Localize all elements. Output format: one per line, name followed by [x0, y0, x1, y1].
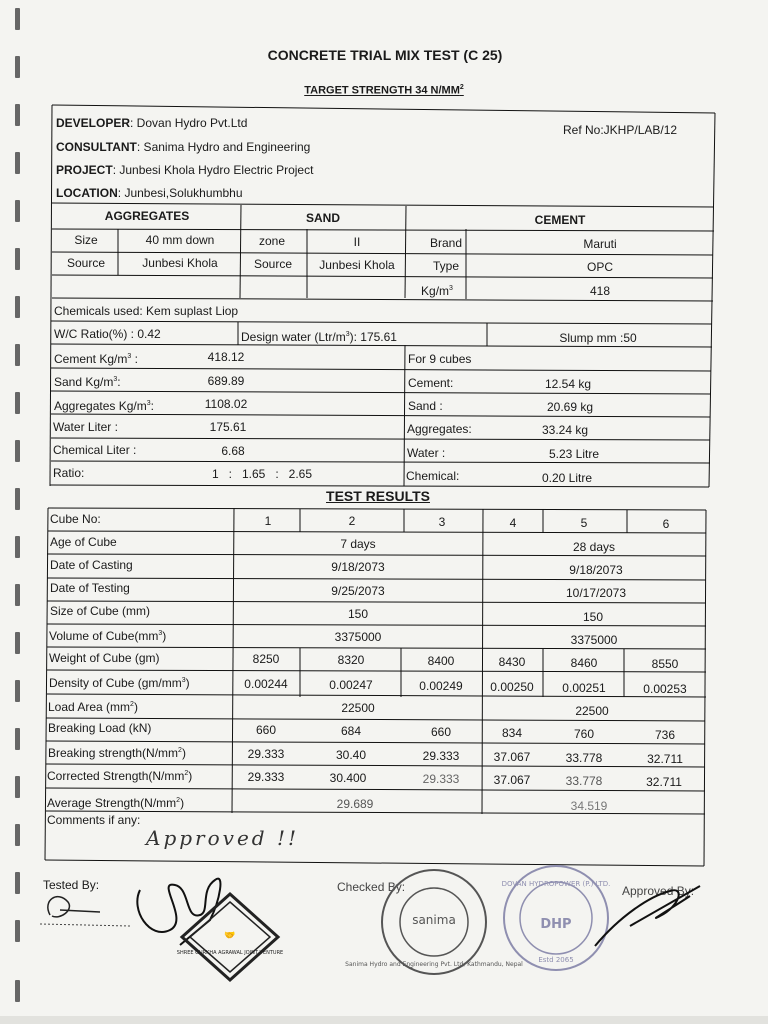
chemical-row-value: 6.68: [221, 444, 245, 458]
testing-7: 9/25/2073: [331, 584, 385, 598]
age-7: 7 days: [340, 537, 376, 551]
sand-kg-row-value: 689.89: [207, 374, 245, 388]
sand-9-value: 20.69 kg: [546, 400, 594, 414]
svg-text:sanima: sanima: [412, 913, 456, 927]
cube-no-label: Cube No:: [50, 512, 101, 526]
casting-7: 9/18/2073: [331, 560, 385, 574]
weight-label: Weight of Cube (gm): [49, 651, 160, 665]
cube-number: 6: [662, 517, 670, 531]
aggregates-header: AGGREGATES: [104, 209, 190, 223]
breaking-strength-value: 29.333: [247, 747, 285, 761]
sand-source-value: Junbesi Khola: [319, 258, 395, 272]
developer-line: DEVELOPER: Dovan Hydro Pvt.Ltd: [56, 116, 248, 130]
cement-brand-label: Brand: [429, 236, 463, 250]
density-value: 0.00249: [419, 679, 463, 693]
agg-source-label: Source: [66, 256, 106, 270]
breaking-strength-value: 32.711: [647, 752, 683, 766]
ratio-label: Ratio:: [53, 466, 85, 480]
comments-label: Comments if any:: [47, 813, 141, 827]
corrected-strength-value: 37.067: [493, 773, 531, 787]
breaking-load-value: 660: [430, 725, 452, 739]
slump: Slump mm :50: [559, 331, 637, 345]
agg-size-value: 40 mm down: [145, 233, 215, 247]
wc-ratio: W/C Ratio(%) : 0.42: [54, 327, 161, 341]
breaking-strength-label: Breaking $strength(N/mm^2)$: [48, 746, 186, 760]
cement-kg-row-value: 418.12: [207, 350, 245, 364]
cement-kg-value: 418: [589, 284, 611, 298]
water-row-value: 175.61: [209, 420, 247, 434]
volume-label: Volume of $Cube(mm^3)$: [49, 629, 167, 643]
approved-handwriting: Approved !!: [146, 826, 300, 850]
agg-source-value: Junbesi Khola: [142, 256, 218, 270]
weight-value: 8400: [427, 654, 455, 668]
weight-value: 8550: [651, 657, 679, 671]
cement-type-label: Type: [432, 259, 460, 273]
water-9-value: 5.23 Litre: [548, 447, 600, 461]
breaking-load-value: 760: [573, 727, 595, 741]
casting-label: Date of Casting: [50, 558, 133, 572]
weight-value: 8460: [570, 656, 598, 670]
svg-text:DHP: DHP: [540, 917, 572, 932]
aggregates-kg-row-label: Aggregates $Kg/m^3$:: [54, 399, 154, 413]
location-line: LOCATION: Junbesi,Solukhumbhu: [56, 186, 243, 200]
breaking-load-value: 736: [654, 728, 676, 742]
density-label: Density of Cube $(gm/mm^3)$: [49, 676, 190, 690]
corrected-strength-label: Corrected $Strength(N/mm^2)$: [47, 769, 193, 783]
target-strength: TARGET STRENGTH 34 $N/MM^2$: [304, 84, 464, 97]
size-label: Size of Cube (mm): [50, 604, 151, 618]
sand-zone-label: zone: [258, 234, 286, 248]
load-area-28: 22500: [575, 704, 609, 718]
aggregates-9-value: 33.24 kg: [541, 423, 589, 437]
average-7: 29.689: [336, 797, 374, 811]
ref-number: Ref No:JKHP/LAB/12: [563, 123, 678, 137]
approver-signature: [590, 876, 710, 956]
breaking-strength-value: 37.067: [493, 750, 531, 764]
water-row-label: Water Liter :: [53, 420, 118, 434]
ratio-value: 1 : 1.65 : 2.65: [211, 467, 313, 481]
volume-28: 3375000: [570, 633, 618, 647]
water-9-label: Water :: [407, 446, 446, 460]
size-7: 150: [347, 607, 369, 621]
size-28: 150: [582, 610, 604, 624]
for-cubes: For 9 cubes: [408, 352, 472, 366]
breaking-load-value: 660: [255, 723, 277, 737]
svg-text:DOVAN HYDROPOWER (P.) LTD.: DOVAN HYDROPOWER (P.) LTD.: [501, 880, 611, 888]
cement-header: CEMENT: [534, 213, 586, 227]
approved-by-label: Approved By:: [622, 884, 695, 898]
tested-by-label: Tested By:: [43, 878, 100, 892]
cement-9-label: Cement:: [408, 376, 454, 390]
density-value: 0.00247: [329, 678, 373, 692]
chemical-row-label: Chemical Liter :: [53, 443, 137, 457]
corrected-strength-value: 30.400: [329, 771, 367, 785]
breaking-strength-value: 30.40: [335, 748, 367, 762]
consultant-line: CONSULTANT: Sanima Hydro and Engineering: [56, 140, 311, 154]
cement-type-value: OPC: [586, 260, 614, 274]
density-value: 0.00244: [244, 677, 288, 691]
cube-number: 4: [509, 516, 517, 530]
design-water: Design water $(Ltr/m^3)$: 175.61: [241, 330, 397, 344]
cement-brand-value: Maruti: [583, 237, 617, 251]
sand-kg-row-label: Sand $Kg/m^3$:: [54, 375, 121, 389]
sand-zone-value: II: [353, 235, 361, 249]
corrected-strength-value: 29.333: [247, 770, 285, 784]
load-area-7: 22500: [341, 701, 375, 715]
cube-number: 1: [264, 514, 272, 528]
cement-9-value: 12.54 kg: [544, 377, 592, 391]
density-value: 0.00250: [490, 680, 534, 694]
density-value: 0.00253: [643, 682, 687, 696]
weight-value: 8430: [498, 655, 526, 669]
cube-number: 5: [580, 516, 588, 530]
svg-text:Sanima Hydro and Engineering P: Sanima Hydro and Engineering Pvt. Ltd, Kathmandu, Nepal: [345, 961, 523, 968]
corrected-strength-value: 32.711: [646, 775, 682, 789]
test-results-title: TEST RESULTS: [326, 488, 430, 504]
svg-text:SHREE GURKHA AGRAWAL JOINT VEN: SHREE GURKHA AGRAWAL JOINT VENTURE: [176, 950, 284, 956]
page-bottom-edge: [0, 1016, 768, 1024]
age-28: 28 days: [572, 540, 616, 554]
age-label: Age of Cube: [50, 535, 117, 549]
project-line: PROJECT: Junbesi Khola Hydro Electric Project: [56, 163, 314, 177]
chemical-9-value: 0.20 Litre: [541, 471, 593, 485]
aggregates-9-label: Aggregates:: [407, 422, 472, 436]
svg-text:Estd 2065: Estd 2065: [538, 956, 574, 964]
sand-source-label: Source: [253, 257, 293, 271]
chemicals-used: Chemicals used: Kem suplast Liop: [54, 304, 239, 318]
sand-9-label: Sand :: [408, 399, 443, 413]
breaking-strength-value: 29.333: [422, 749, 460, 763]
cement-kg-label: $Kg/m^3$: [421, 284, 453, 298]
volume-7: 3375000: [334, 630, 382, 644]
weight-value: 8320: [337, 653, 365, 667]
corrected-strength-value: 29.333: [422, 772, 460, 786]
average-28: 34.519: [570, 799, 608, 813]
density-value: 0.00251: [562, 681, 606, 695]
weight-value: 8250: [252, 652, 280, 666]
breaking-load-value: 834: [501, 726, 523, 740]
checked-by-label: Checked By:: [337, 880, 406, 894]
average-strength-label: Average $Strength(N/mm^2)$: [47, 796, 185, 810]
chemical-9-label: Chemical:: [406, 469, 460, 483]
testing-label: Date of Testing: [50, 581, 130, 595]
cube-number: 3: [438, 515, 446, 529]
cement-kg-row-label: Cement $Kg/m^3$ :: [54, 352, 138, 366]
joint-venture-stamp: [176, 892, 284, 982]
sand-header: SAND: [305, 211, 341, 225]
breaking-load-label: Breaking Load (kN): [48, 721, 152, 735]
breaking-strength-value: 33.778: [565, 751, 603, 765]
casting-28: 9/18/2073: [569, 563, 623, 577]
svg-text:🤝: 🤝: [224, 931, 236, 941]
breaking-load-value: 684: [340, 724, 362, 738]
cube-number: 2: [348, 514, 356, 528]
load-area-label: Load Area $(mm^2)$: [48, 700, 138, 714]
corrected-strength-value: 33.778: [565, 774, 603, 788]
agg-size-label: Size: [74, 233, 98, 247]
report-title: CONCRETE TRIAL MIX TEST (C 25): [267, 47, 503, 63]
aggregates-kg-row-value: 1108.02: [204, 397, 248, 411]
testing-28: 10/17/2073: [565, 586, 627, 600]
